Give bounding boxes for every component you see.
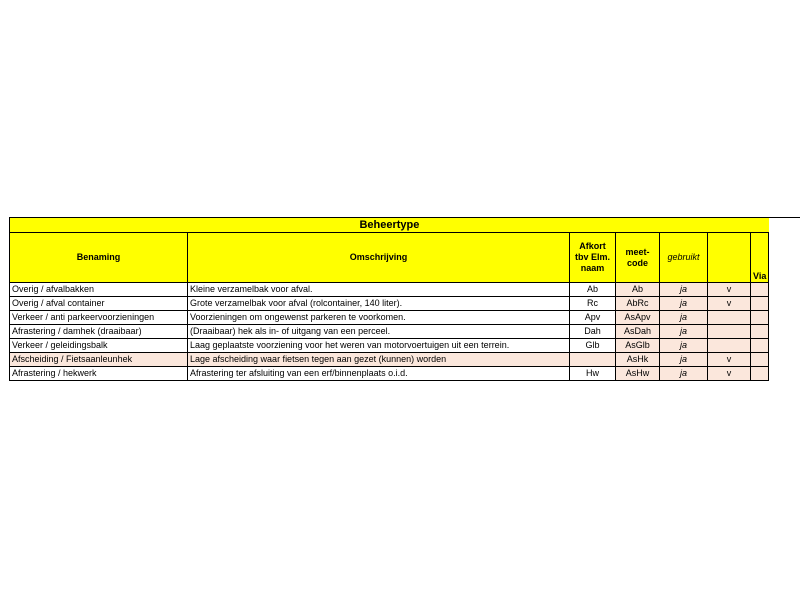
cell-omschrijving[interactable]: (Draaibaar) hek als in- of uitgang van een perceel. xyxy=(188,325,570,339)
cell-benaming[interactable]: Verkeer / geleidingsbalk xyxy=(10,339,188,353)
table-row xyxy=(10,297,779,311)
cell-gebruikt[interactable]: ja xyxy=(660,339,708,353)
row-gap xyxy=(769,367,779,381)
row-gap xyxy=(769,353,779,367)
cell-benaming[interactable]: Overig / afval container xyxy=(10,297,188,311)
table-row xyxy=(10,311,779,325)
cell-meetcode[interactable]: AbRc xyxy=(616,297,660,311)
cell-omschrijving[interactable]: Grote verzamelbak voor afval (rolcontainer, 140 liter). xyxy=(188,297,570,311)
cell-gebruikt[interactable]: ja xyxy=(660,367,708,381)
cell-v[interactable]: v xyxy=(708,367,751,381)
cell-via[interactable] xyxy=(751,353,769,367)
row-gap xyxy=(769,339,779,353)
cell-v[interactable] xyxy=(708,339,751,353)
cell-afkort[interactable] xyxy=(570,353,616,367)
row-gap xyxy=(769,297,779,311)
beheertype-table xyxy=(9,217,779,381)
cell-omschrijving[interactable]: Voorzieningen om ongewenst parkeren te voorkomen. xyxy=(188,311,570,325)
table-row xyxy=(10,325,779,339)
cell-v[interactable]: v xyxy=(708,297,751,311)
cell-benaming[interactable]: Afrastering / damhek (draaibaar) xyxy=(10,325,188,339)
cell-gebruikt[interactable]: ja xyxy=(660,297,708,311)
col-header-afkort[interactable]: Afkort tbv Elm. naam xyxy=(570,233,616,283)
cell-benaming[interactable]: Afrastering / hekwerk xyxy=(10,367,188,381)
cell-omschrijving[interactable]: Laag geplaatste voorziening voor het weren van motorvoertuigen uit een terrein. xyxy=(188,339,570,353)
cell-gebruikt[interactable]: ja xyxy=(660,311,708,325)
header-gap xyxy=(769,233,779,283)
cell-via[interactable] xyxy=(751,367,769,381)
row-gap xyxy=(769,311,779,325)
cell-afkort[interactable]: Rc xyxy=(570,297,616,311)
cell-meetcode[interactable]: AsHw xyxy=(616,367,660,381)
header-row xyxy=(10,233,779,283)
cell-omschrijving[interactable]: Afrastering ter afsluiting van een erf/binnenplaats o.i.d. xyxy=(188,367,570,381)
cell-afkort[interactable]: Apv xyxy=(570,311,616,325)
cell-meetcode[interactable]: AsHk xyxy=(616,353,660,367)
cell-benaming[interactable]: Verkeer / anti parkeervoorzieningen xyxy=(10,311,188,325)
col-header-gebruikt[interactable]: gebruikt xyxy=(660,233,708,283)
cell-afkort[interactable]: Hw xyxy=(570,367,616,381)
cell-via[interactable] xyxy=(751,339,769,353)
table-row xyxy=(10,339,779,353)
cell-v[interactable] xyxy=(708,311,751,325)
cell-benaming[interactable]: Overig / afvalbakken xyxy=(10,283,188,297)
cell-meetcode[interactable]: Ab xyxy=(616,283,660,297)
cell-v[interactable]: v xyxy=(708,353,751,367)
table-row xyxy=(10,353,779,367)
cell-via[interactable] xyxy=(751,283,769,297)
cell-v[interactable] xyxy=(708,325,751,339)
cell-gebruikt[interactable]: ja xyxy=(660,353,708,367)
row-gap xyxy=(769,283,779,297)
cell-gebruikt[interactable]: ja xyxy=(660,325,708,339)
cell-meetcode[interactable]: AsApv xyxy=(616,311,660,325)
cell-via[interactable] xyxy=(751,311,769,325)
cell-gebruikt[interactable]: ja xyxy=(660,283,708,297)
col-header-extra[interactable] xyxy=(708,233,751,283)
col-header-via[interactable]: Via xyxy=(751,233,769,283)
cell-benaming[interactable]: Afscheiding / Fietsaanleunhek xyxy=(10,353,188,367)
cell-meetcode[interactable]: AsGlb xyxy=(616,339,660,353)
col-header-omschrijving[interactable]: Omschrijving xyxy=(188,233,570,283)
cell-afkort[interactable]: Glb xyxy=(570,339,616,353)
cell-meetcode[interactable]: AsDah xyxy=(616,325,660,339)
cell-omschrijving[interactable]: Kleine verzamelbak voor afval. xyxy=(188,283,570,297)
cell-via[interactable] xyxy=(751,297,769,311)
table-title[interactable]: Beheertype xyxy=(10,218,769,233)
cell-v[interactable]: v xyxy=(708,283,751,297)
cell-afkort[interactable]: Ab xyxy=(570,283,616,297)
col-header-meetcode[interactable]: meet-code xyxy=(616,233,660,283)
row-gap xyxy=(769,325,779,339)
col-header-benaming[interactable]: Benaming xyxy=(10,233,188,283)
cell-omschrijving[interactable]: Lage afscheiding waar fietsen tegen aan gezet (kunnen) worden xyxy=(188,353,570,367)
cell-afkort[interactable]: Dah xyxy=(570,325,616,339)
table-row xyxy=(10,283,779,297)
table-row xyxy=(10,367,779,381)
cell-via[interactable] xyxy=(751,325,769,339)
